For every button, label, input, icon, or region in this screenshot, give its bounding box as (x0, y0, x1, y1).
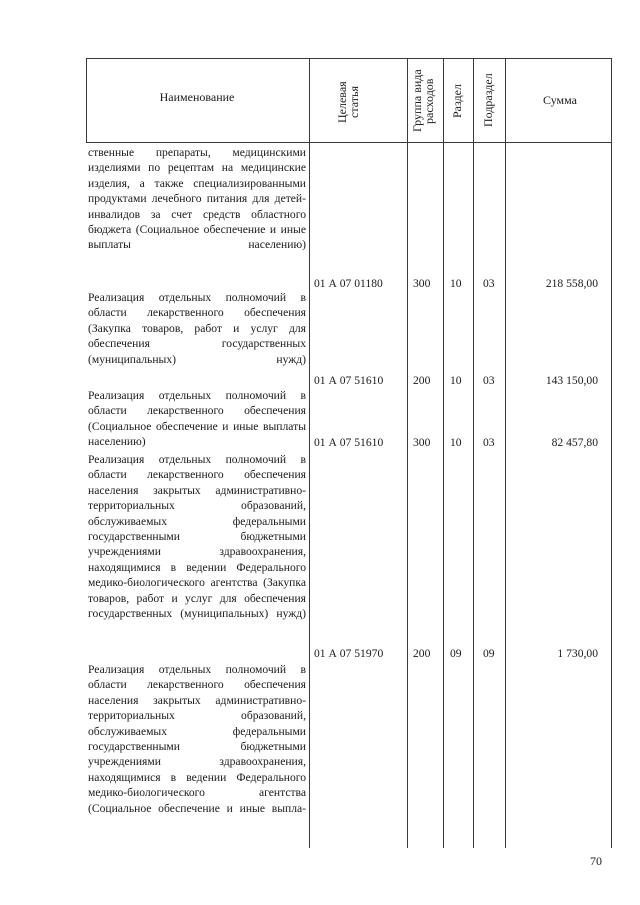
col-border-right (611, 58, 612, 848)
row-4-subsection: 09 (483, 647, 495, 660)
row-3-description: Реализация отдельных полномочий в области лекарственного обеспечения (Социальное обеспечение и иные выплаты населению) (88, 389, 306, 449)
row-1-target: 01 А 07 01180 (314, 277, 383, 290)
col-border-name (309, 58, 310, 848)
row-1-group: 300 (413, 277, 431, 290)
header-name: Наименование (159, 90, 235, 104)
row-2-target: 01 А 07 51610 (314, 374, 384, 387)
row-1-sum: 218 558,00 (545, 277, 598, 290)
header-subsection: Подраздел (481, 73, 495, 127)
row-3-section: 10 (450, 436, 462, 449)
row-3-target: 01 А 07 51610 (314, 436, 384, 449)
row-4-target: 01 А 07 51970 (314, 647, 384, 660)
row-2-subsection: 03 (483, 374, 495, 387)
row-4-group: 200 (413, 647, 431, 660)
row-4-description: Реализация отдельных полномочий в области лекарственного обеспечения населения закрытых административно-территориальных образований, обслуживаемых федеральными государственными бюджетными учреждениями здравоохранения, находящимися в ведении Федерального медико-биологического агентства (Закупка товаров, работ и услуг для обеспечения государственных (муниципальных) нужд) (88, 453, 306, 621)
col-border-subsection (505, 58, 506, 848)
row-3-group: 300 (413, 436, 431, 449)
header-section: Раздел (450, 84, 464, 118)
row-2-description: Реализация отдельных полномочий в области лекарственного обеспечения (Закупка товаров, работ и услуг для обеспечения государственных (муниципальных) нужд) (88, 291, 306, 366)
col-border-group (443, 58, 444, 848)
header-bottom-border (86, 142, 612, 143)
row-3-sum: 82 457,80 (551, 436, 598, 449)
page-number: 70 (590, 854, 602, 868)
row-2-group: 200 (413, 374, 431, 387)
row-4-section: 09 (450, 647, 462, 660)
row-5-description: Реализация отдельных полномочий в области лекарственного обеспечения населения закрытых административно-территориальных образований, обслуживаемых федеральными государственными бюджетными учреждениями здравоохранения, находящимися в ведении Федерального медико-биологического агентства (Социальное обеспечение и иные выпла- (88, 663, 306, 815)
col-border-section (473, 58, 474, 848)
row-1-description: ственные препараты, медицинскими изделиями по рецептам на медицинские изделия, а также специализированными продуктами лечебного питания для детей-инвалидов за счет средств областного бюджета (Социальное обеспечение и иные выплаты населению) (88, 146, 306, 252)
col-border-target (407, 58, 408, 848)
row-2-sum: 143 150,00 (545, 374, 598, 387)
header-target: Целевая статья (335, 81, 361, 123)
row-1-subsection: 03 (483, 277, 495, 290)
row-1-section: 10 (450, 277, 462, 290)
row-3-subsection: 03 (483, 436, 495, 449)
header-sum: Сумма (543, 93, 577, 107)
header-top-border (86, 58, 612, 59)
row-4-sum: 1 730,00 (557, 647, 598, 660)
header-group: Группа вида расходов (410, 69, 436, 133)
row-2-section: 10 (450, 374, 462, 387)
